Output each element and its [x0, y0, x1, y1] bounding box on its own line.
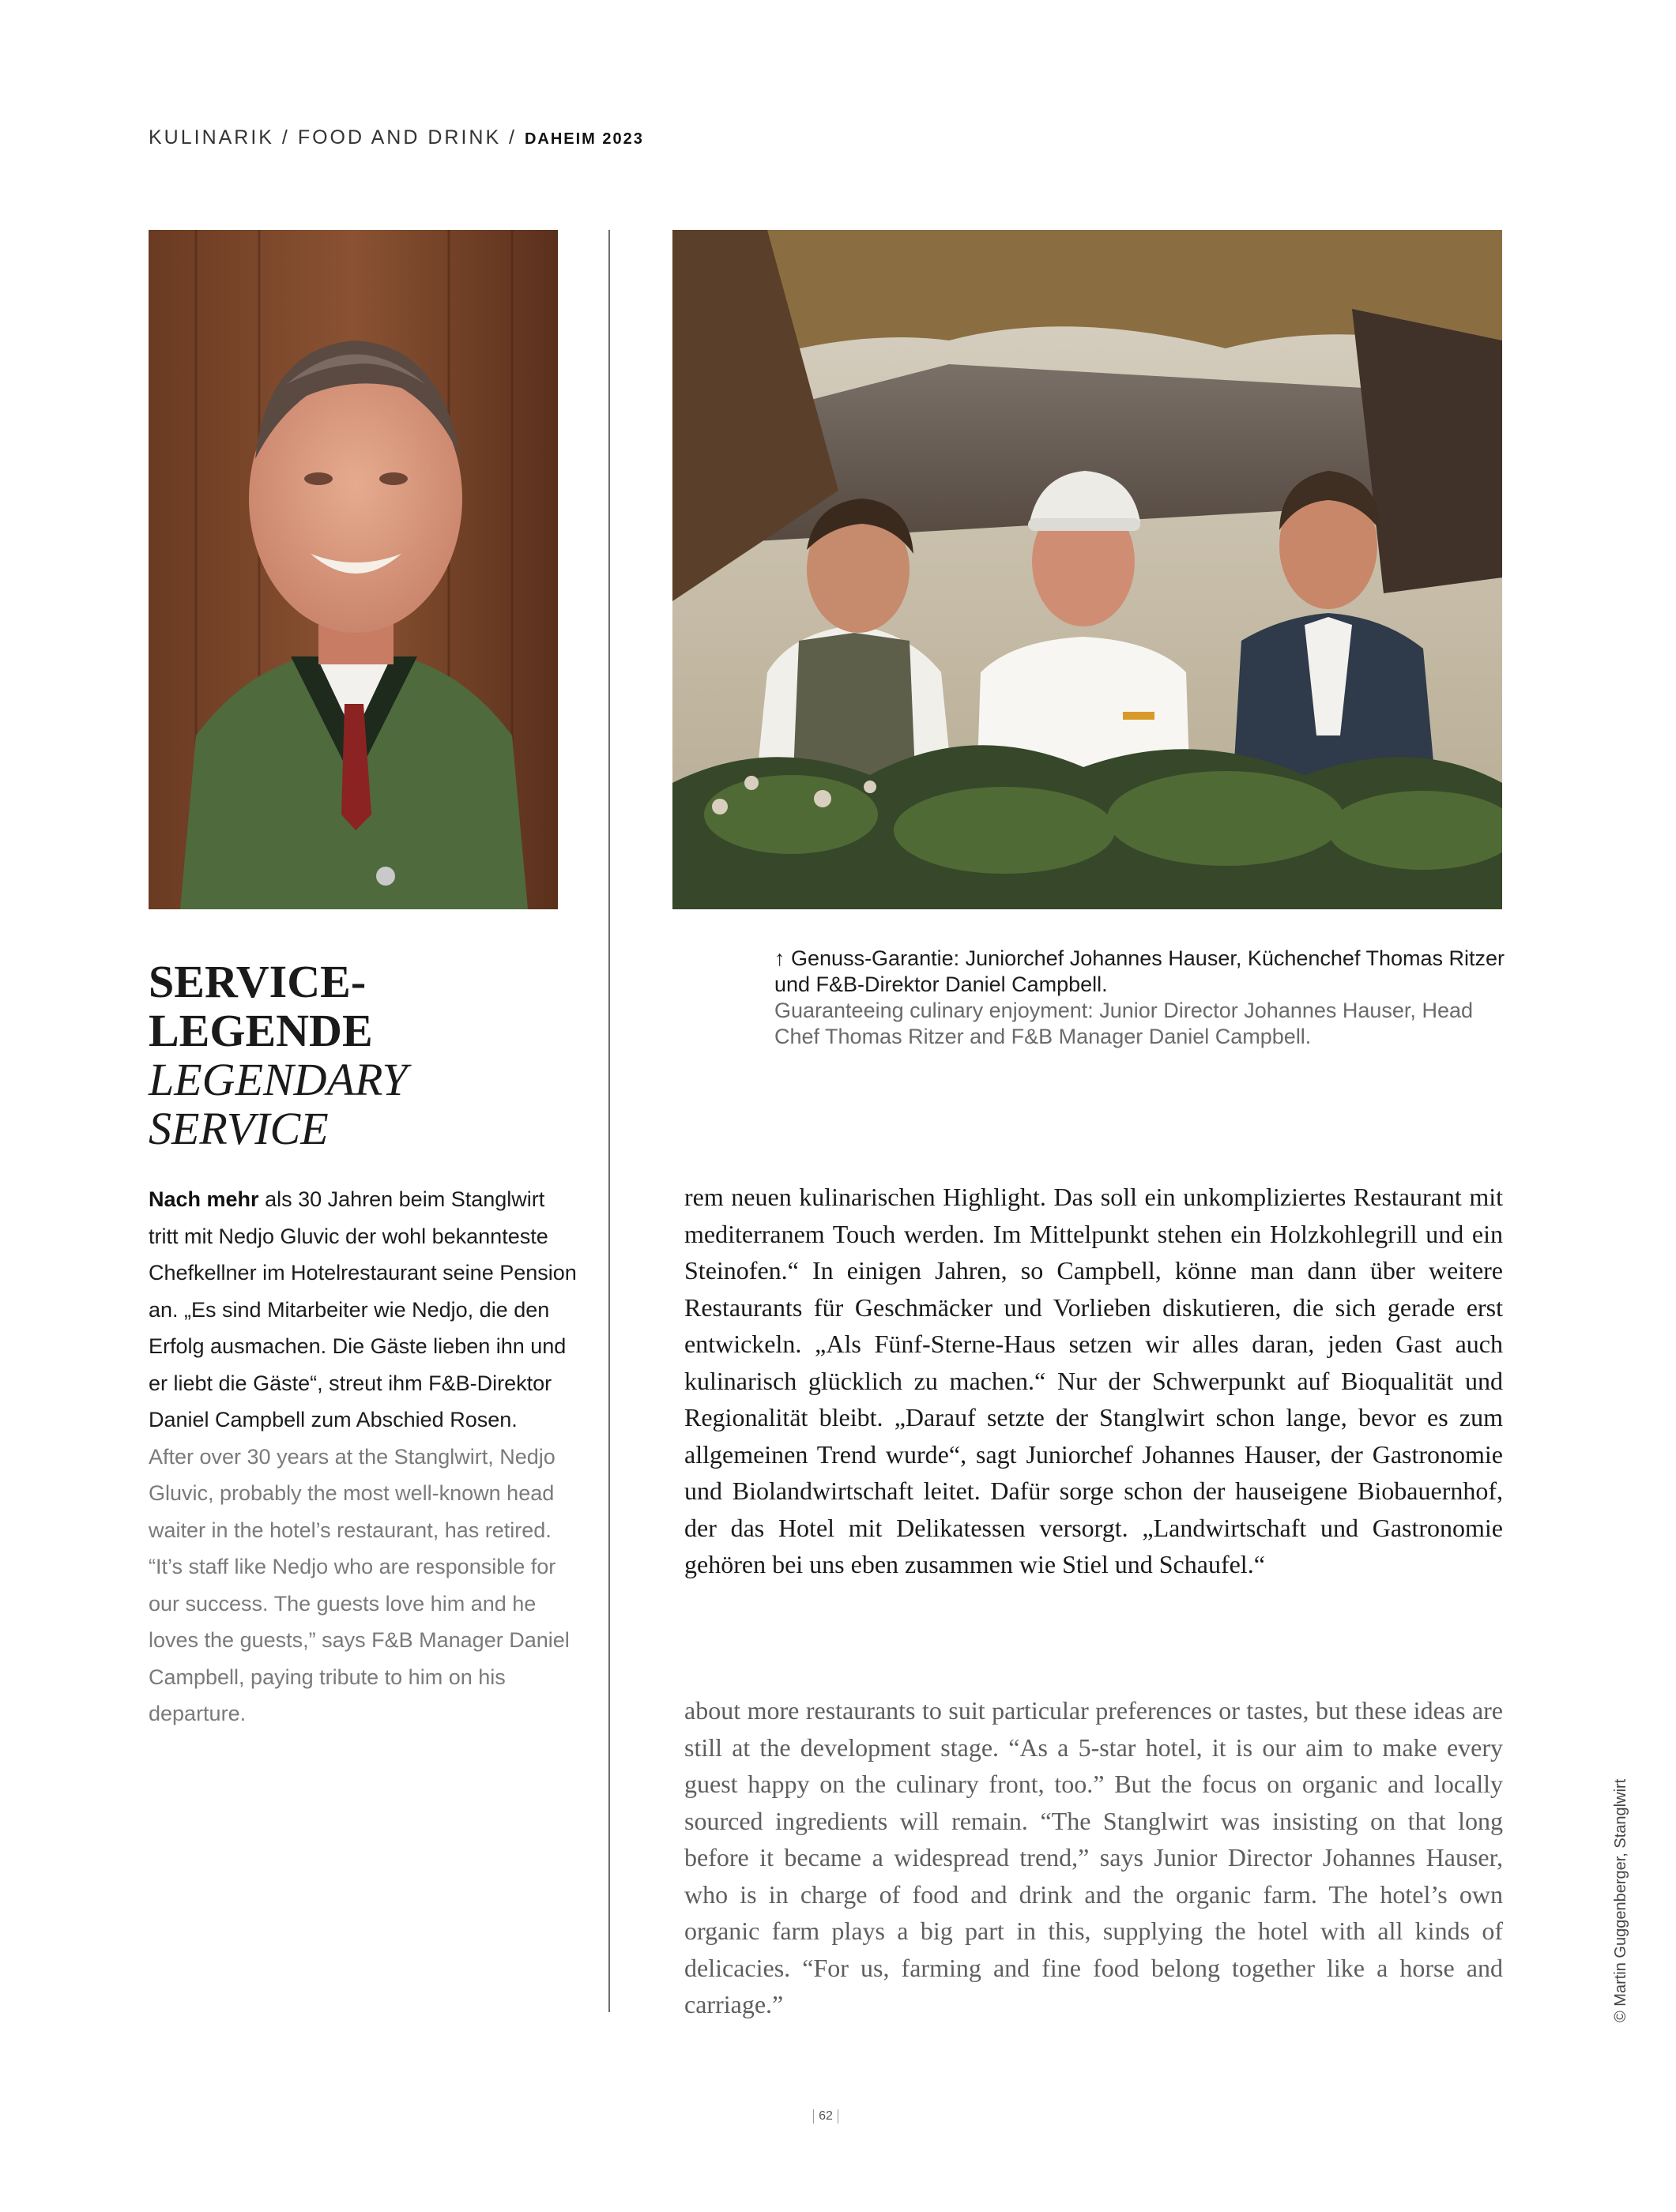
page-number: 62 [813, 2109, 838, 2124]
body-english: about more restaurants to suit particular preferences or tastes, but these ideas are still at the development stage. “As a 5-star hotel, it is our aim to make every guest happy on the culinary front, too.” But the focus on organic and locally sourced ingredients will remain. “The Stanglwirt was insisting on that long before it became a widespread trend,” says Junior Director Johannes Hauser, who is in charge of food and drink and the organic farm. The hotel’s own organic farm plays a big part in this, supplying the hotel with all kinds of delicacies. “For us, farming and fine food belong together like a horse and carriage.” [684, 1696, 1503, 2018]
headline [149, 957, 591, 1153]
sidebar-german [149, 1181, 579, 1439]
sidebar-lead: Nach mehr [149, 1187, 259, 1211]
sidebar-text [149, 1181, 579, 1732]
photo-caption [774, 946, 1509, 1050]
portrait-photo [149, 230, 558, 909]
caption-german-text: Genuss-Garantie: Juniorchef Johannes Hauser, Küchenchef Thomas Ritzer und F&B-Direktor Daniel Campbell. [774, 946, 1505, 996]
caption-english: Guaranteeing culinary enjoyment: Junior Director Johannes Hauser, Head Chef Thomas Ritzer and F&B Manager Daniel Campbell. [774, 999, 1473, 1048]
headline-german-line-2: LEGENDE [149, 1005, 373, 1056]
sidebar-german-text: als 30 Jahren beim Stanglwirt tritt mit Nedjo Gluvic der wohl bekannteste Chefkellner im Hotelrestaurant seine Pension an. „Es sind Mitarbeiter wie Nedjo, die den Erfolg ausmachen. Die Gäste lieben ihn und er liebt die Gäste“, streut ihm F&B-Direktor Daniel Campbell zum Abschied Rosen. [149, 1187, 577, 1431]
column-divider [608, 230, 610, 2012]
body-german: rem neuen kulinarischen Highlight. Das soll ein unkompliziertes Restaurant mit mediterranem Touch werden. Im Mittelpunkt stehen ein Holzkohlegrill und ein Steinofen.“ In einigen Jahren, so Campbell, könne man dann über weitere Restaurants für Geschmäcker und Vorlieben diskutieren, die sich gerade erst entwickeln. „Als Fünf-Sterne-Haus setzen wir alles daran, jeden Gast auch kulinarisch glücklich zu machen.“ Nur der Schwerpunkt auf Bioqualität und Regionalität bleibt. „Darauf setzte der Stanglwirt schon lange, bevor es zum allgemeinen Trend wurde“, sagt Juniorchef Johannes Hauser, der Gastronomie und Biolandwirtschaft leitet. Dafür sorge schon der hauseigene Biobauernhof, der das Hotel mit Delikatessen versorgt. „Landwirtschaft und Gastronomie gehören bei uns eben zusammen wie Stiel und Schaufel.“ [684, 1183, 1503, 1578]
sidebar-english: After over 30 years at the Stanglwirt, Nedjo Gluvic, probably the most well-known head waiter in the hotel’s restaurant, has retired. “It’s staff like Nedjo who are responsible for our success. The guests love him and he loves the guests,” says F&B Manager Daniel Campbell, paying tribute to him on his departure. [149, 1444, 570, 1725]
group-photo [672, 230, 1502, 909]
headline-english-line-1: LEGENDARY [149, 1054, 408, 1105]
up-arrow-icon: ↑ [774, 946, 785, 970]
running-head [149, 126, 644, 149]
caption-german [774, 946, 1509, 998]
issue-label: DAHEIM 2023 [524, 130, 644, 148]
photo-credit: © Martin Guggenberger, Stanglwirt [1612, 1778, 1629, 2022]
headline-english-line-2: SERVICE [149, 1103, 329, 1154]
section-label: KULINARIK / FOOD AND DRINK / [149, 126, 525, 149]
headline-german-line-1: SERVICE- [149, 956, 367, 1007]
